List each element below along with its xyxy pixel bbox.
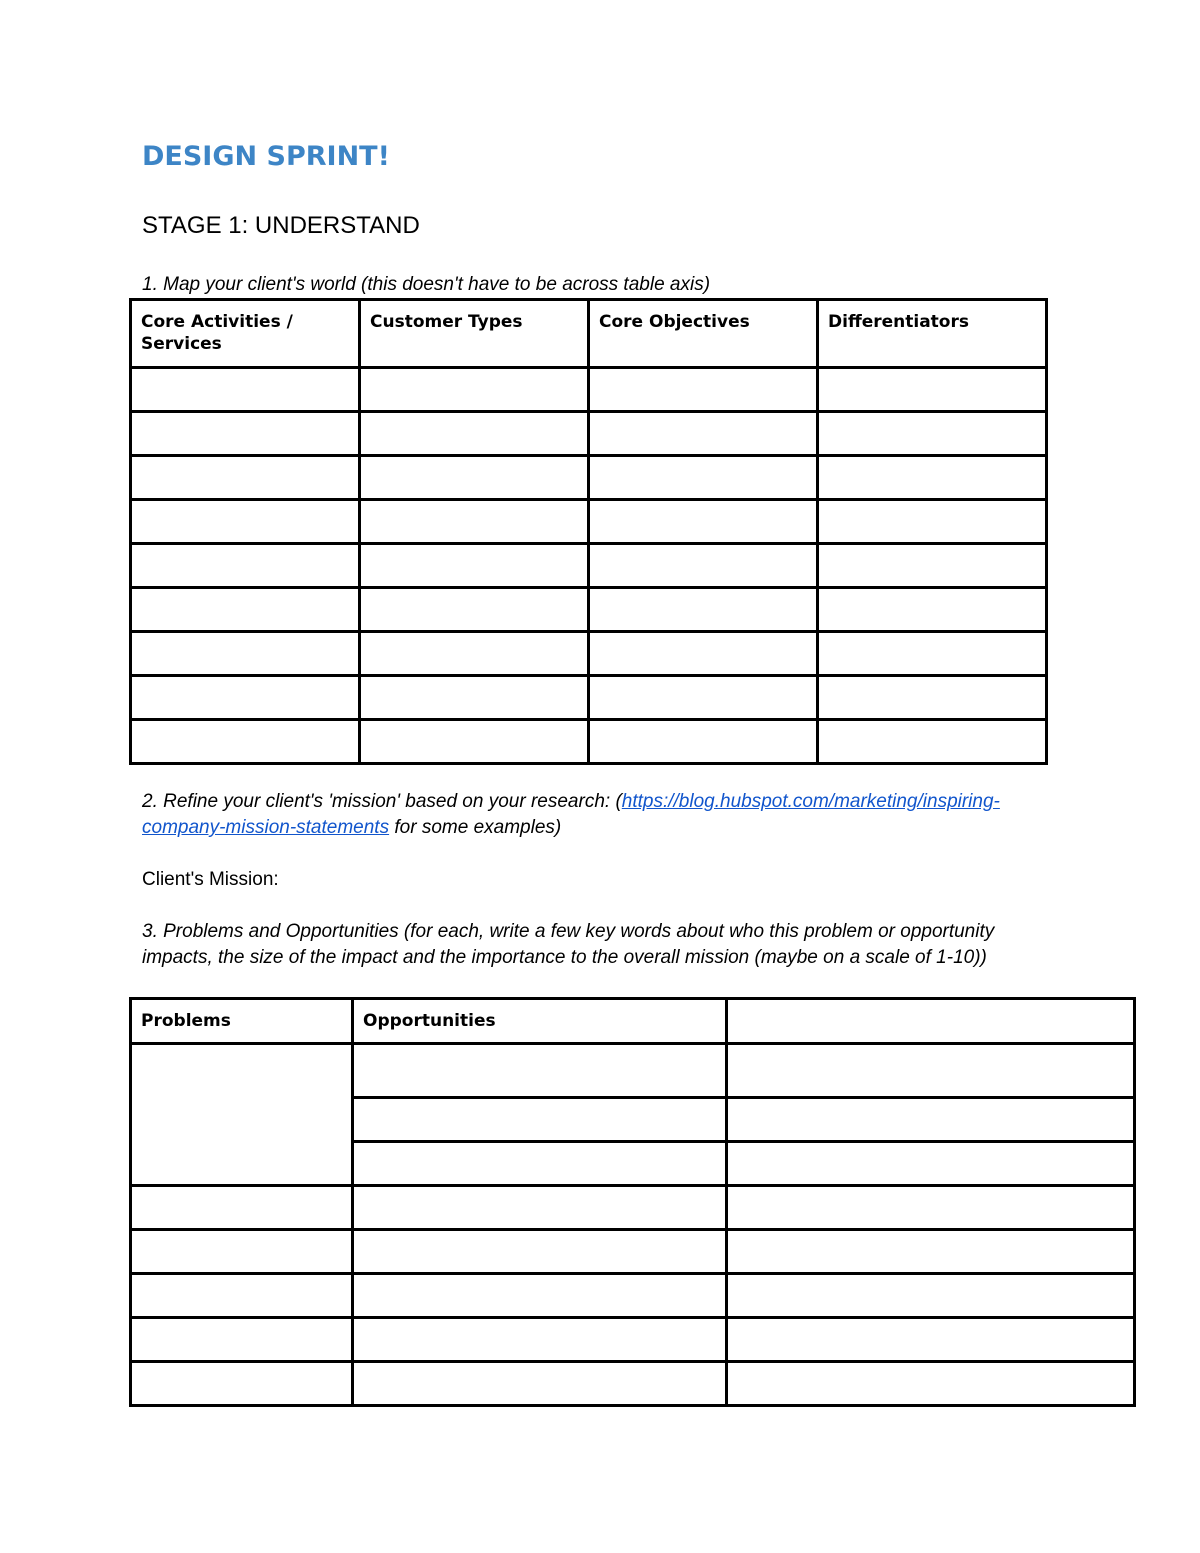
- table-cell[interactable]: [818, 544, 1047, 588]
- header-cell: Differentiators: [818, 300, 1047, 368]
- table-row: [131, 1044, 1135, 1098]
- table-cell[interactable]: [131, 544, 360, 588]
- table-cell[interactable]: [360, 588, 589, 632]
- table-cell[interactable]: [360, 456, 589, 500]
- question-1: 1. Map your client's world (this doesn't have to be across table axis): [142, 274, 711, 295]
- header-cell: Problems: [131, 999, 353, 1044]
- header-cell: Customer Types: [360, 300, 589, 368]
- table-cell[interactable]: [360, 676, 589, 720]
- table-cell[interactable]: [589, 544, 818, 588]
- table-cell[interactable]: [589, 720, 818, 764]
- table-cell[interactable]: [818, 456, 1047, 500]
- table-cell[interactable]: [353, 1274, 727, 1318]
- table-cell[interactable]: [353, 1230, 727, 1274]
- table-cell[interactable]: [131, 1044, 353, 1186]
- question-3: [142, 919, 994, 971]
- table-cell[interactable]: [131, 456, 360, 500]
- table-cell[interactable]: [131, 588, 360, 632]
- table-cell[interactable]: [589, 588, 818, 632]
- table-cell[interactable]: [360, 720, 589, 764]
- table-cell[interactable]: [589, 412, 818, 456]
- question-2-prefix: 2. Refine your client's 'mission' based on your research: (: [142, 791, 622, 812]
- table-row: [131, 1274, 1135, 1318]
- table-cell[interactable]: [131, 1318, 353, 1362]
- table-cell[interactable]: [818, 632, 1047, 676]
- header-cell: [727, 999, 1135, 1044]
- table-cell[interactable]: [353, 1186, 727, 1230]
- table-cell[interactable]: [727, 1186, 1135, 1230]
- question-3-line-2: impacts, the size of the impact and the importance to the overall mission (maybe on a scale of 1-10)): [142, 947, 987, 968]
- table-row: [131, 720, 1047, 764]
- table-row: [131, 1186, 1135, 1230]
- header-cell: Core Activities / Services: [131, 300, 360, 368]
- table-cell[interactable]: [131, 720, 360, 764]
- table-header-row: [131, 999, 1135, 1044]
- table-cell[interactable]: [131, 500, 360, 544]
- table-cell[interactable]: [360, 500, 589, 544]
- table-row: [131, 412, 1047, 456]
- document-title: DESIGN SPRINT!: [142, 141, 390, 172]
- table-cell[interactable]: [131, 1186, 353, 1230]
- question-3-line-1: 3. Problems and Opportunities (for each, write a few key words about who this problem or opportunity: [142, 921, 995, 942]
- table-row: [131, 368, 1047, 412]
- table-row: [131, 676, 1047, 720]
- table-row: [131, 544, 1047, 588]
- table-cell[interactable]: [131, 368, 360, 412]
- table-row: [131, 588, 1047, 632]
- table-cell[interactable]: [353, 1044, 727, 1098]
- table-cell[interactable]: [131, 1274, 353, 1318]
- header-cell: Opportunities: [353, 999, 727, 1044]
- table-cell[interactable]: [727, 1142, 1135, 1186]
- table-row: [131, 1362, 1135, 1406]
- table-cell[interactable]: [727, 1230, 1135, 1274]
- table-cell[interactable]: [353, 1362, 727, 1406]
- mission-label: Client's Mission:: [142, 869, 279, 890]
- table-cell[interactable]: [818, 500, 1047, 544]
- table-cell[interactable]: [727, 1362, 1135, 1406]
- table-cell[interactable]: [360, 412, 589, 456]
- table-cell[interactable]: [589, 456, 818, 500]
- table-cell[interactable]: [589, 368, 818, 412]
- table-cell[interactable]: [818, 720, 1047, 764]
- table-cell[interactable]: [589, 500, 818, 544]
- table-row: [131, 1230, 1135, 1274]
- table-row: [131, 500, 1047, 544]
- table-cell[interactable]: [727, 1098, 1135, 1142]
- table-cell[interactable]: [353, 1098, 727, 1142]
- table-cell[interactable]: [131, 1362, 353, 1406]
- hubspot-link[interactable]: https://blog.hubspot.com/marketing/inspiring-: [621, 791, 1000, 812]
- table-cell[interactable]: [360, 368, 589, 412]
- table-cell[interactable]: [589, 676, 818, 720]
- table-cell[interactable]: [818, 676, 1047, 720]
- table-cell[interactable]: [360, 544, 589, 588]
- table-cell[interactable]: [727, 1044, 1135, 1098]
- table-row: [131, 456, 1047, 500]
- table-cell[interactable]: [818, 588, 1047, 632]
- table-cell[interactable]: [360, 632, 589, 676]
- table-cell[interactable]: [353, 1142, 727, 1186]
- table-cell[interactable]: [818, 368, 1047, 412]
- problems-opportunities-table: [129, 997, 1136, 1407]
- table-cell[interactable]: [131, 1230, 353, 1274]
- table-cell[interactable]: [727, 1274, 1135, 1318]
- client-world-table: [129, 298, 1048, 765]
- stage-heading: STAGE 1: UNDERSTAND: [142, 212, 420, 239]
- table-row: [131, 632, 1047, 676]
- table-cell[interactable]: [727, 1318, 1135, 1362]
- table-cell[interactable]: [131, 412, 360, 456]
- table-cell[interactable]: [589, 632, 818, 676]
- table-row: [131, 1318, 1135, 1362]
- table-cell[interactable]: [818, 412, 1047, 456]
- table-cell[interactable]: [131, 632, 360, 676]
- table-cell[interactable]: [353, 1318, 727, 1362]
- header-cell: Core Objectives: [589, 300, 818, 368]
- hubspot-link-continued[interactable]: company-mission-statements: [142, 817, 390, 838]
- question-2-suffix: for some examples): [389, 817, 562, 838]
- table-header-row: [131, 300, 1047, 368]
- question-2: [142, 789, 1062, 841]
- table-cell[interactable]: [131, 676, 360, 720]
